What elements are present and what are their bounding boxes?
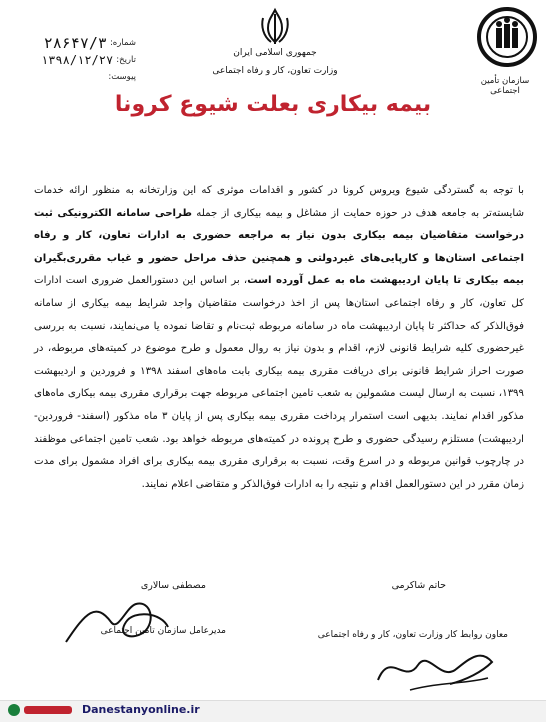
ministry-text: وزارت تعاون، کار و رفاه اجتماعی <box>212 66 338 76</box>
signer-left-title: مدیرعامل سازمان تامین اجتماعی <box>100 626 226 636</box>
site-watermark[interactable]: Danestanyonline.ir <box>82 703 200 716</box>
number-label: شماره: <box>109 37 136 48</box>
body-bold-section: طراحی سامانه الکترونیکی ثبت درخواست متقاضیان بیمه بیکاری بدون نیاز به مراجعه حضوری به ادارات تعاون، کار و رفاه اجتماعی استان‌ها و کارپایی‌های غیردولتی و همچنین حذف مراحل حضور و غیاب مقرری‌بگیران بیمه بیکاری تا پایان اردیبهشت ماه به عمل آورده است <box>34 207 524 287</box>
iran-emblem-icon <box>254 6 296 48</box>
org-name: سازمان تأمین اجتماعی <box>480 76 530 96</box>
site-logo-icon <box>6 702 76 718</box>
body-paragraph-2: ، بر اساس این دستورالعمل ضروری است ادارات کل تعاون، کار و رفاه اجتماعی استان‌ها پس از اخذ درخواست متقاضیان واجد شرایط بیمه بیکاری از سامانه فوق‌الذکر که حداکثر تا پایان اردیبهشت ماه در سامانه مربوطه ثبت‌نام و تقاضا نموده یا می‌نمایند، نسبت به بررسی غیرحضوری کلیه شرایط قانونی لازم، اقدام و بدون نیاز به روال معمول و طرح موضوع در کمیته‌های مربوطه، در صورت احراز شرایط قانونی برای دریافت مقرری بیمه بیکاری بابت ماه‌های اسفند ۱۳۹۸ و فروردین و اردیبهشت ۱۳۹۹، نسبت به ارسال لیست مشمولین به شعب تامین اجتماعی مربوطه جهت برقراری مقرری بیمه بیکاری ماه‌های مذکور اقدام نمایند. بدیهی است استمرار پرداخت مقرری بیمه بیکاری پس از پایان ۳ ماه مذکور (اسفند- فروردین- اردیبهشت) مستلزم رسیدگی حضوری و طرح پرونده در کمیته‌های مربوطه خواهد بود. شعب تامین اجتماعی موظفند در چارچوب قوانین مربوطه و در اسرع وقت، نسبت به برقراری مقرری بیمه بیکاری برای افراد مشمول برای مدت زمان مقرر در این دستورالعمل اقدام و نتیجه را به ادارات فوق‌الذکر و متقاضی اعلام نمایند. <box>34 275 524 490</box>
date-label: تاریخ: <box>116 54 136 65</box>
signer-left-name: مصطفی سالاری <box>140 580 206 591</box>
signer-right-title: معاون روابط کار وزارت تعاون، کار و رفاه اجتماعی <box>317 630 508 640</box>
letter-title: بیمه بیکاری بعلت شیوع کرونا <box>114 92 432 117</box>
republic-text: جمهوری اسلامی ایران <box>233 48 317 58</box>
signer-right-name: حاتم شاکرمی <box>391 580 446 591</box>
signature-left-icon <box>56 592 176 652</box>
signature-right-icon <box>370 640 500 695</box>
letter-body <box>34 180 524 496</box>
social-security-logo-icon <box>476 6 538 68</box>
attachment-label: پیوست: <box>108 71 136 82</box>
date-row <box>6 51 136 68</box>
date-value: ۱۳۹۸/۱۲/۲۷ <box>40 52 114 67</box>
attachment-row <box>6 68 136 85</box>
number-value: ۲۸۶۴۷/۳ <box>43 33 107 52</box>
body-paragraph-1: با توجه به گستردگی شیوع ویروس کرونا در کشور و اقدامات موثری که این وزارتخانه به منظور ارائه خدمات شایسته‌تر به جامعه هدف در حوزه حمایت از مشاغل و بیمه بیکاری از جمله <box>34 185 524 219</box>
number-row <box>6 34 136 51</box>
letter-meta <box>6 34 136 85</box>
